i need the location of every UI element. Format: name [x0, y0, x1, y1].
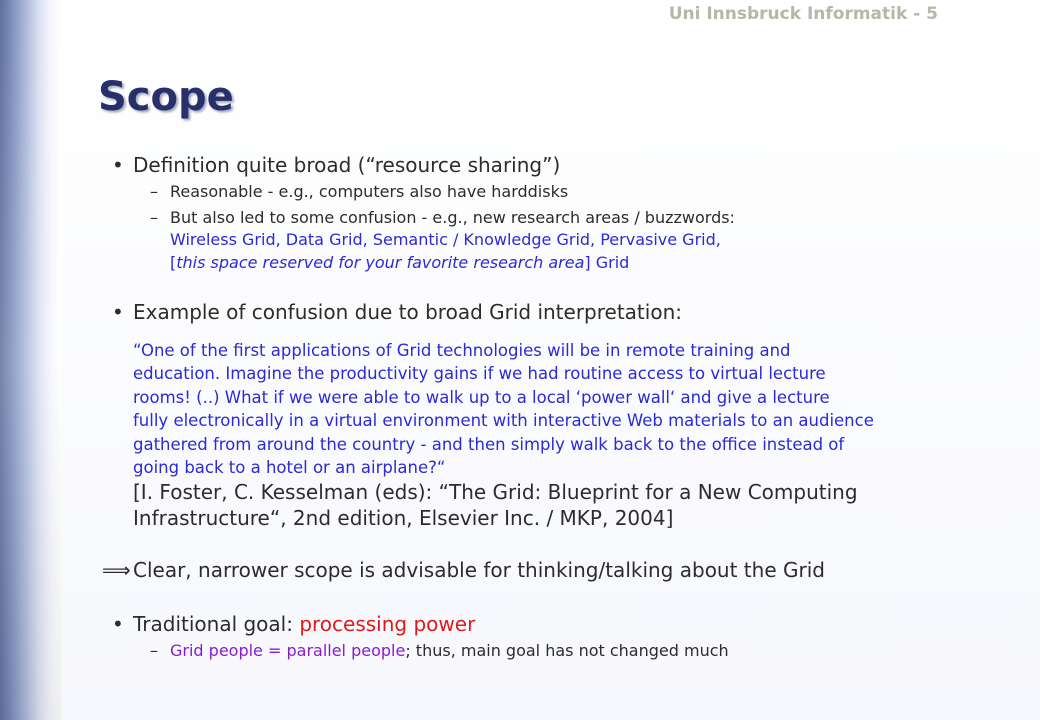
- quote-line: rooms! (..) What if we were able to walk up to a local ‘power wall‘ and give a lecture: [133, 387, 830, 407]
- foster-quote: [133, 339, 1022, 480]
- bullet-marker: •: [112, 299, 124, 324]
- citation-line: Infrastructure“, 2nd edition, Elsevier Inc. / MKP, 2004]: [133, 506, 674, 531]
- citation: [133, 479, 1022, 531]
- dash-marker: –: [150, 641, 158, 661]
- quote-line: fully electronically in a virtual environment with interactive Web materials to an audience: [133, 411, 874, 431]
- bullet-definition: [112, 152, 1022, 178]
- conclusion-line: [102, 557, 1022, 583]
- conclusion-text: Clear, narrower scope is advisable for thinking/talking about the Grid: [133, 558, 825, 583]
- processing-power-highlight: processing power: [299, 612, 476, 637]
- bullet-marker: •: [112, 153, 124, 177]
- bracket-close-grid: ] Grid: [584, 253, 630, 273]
- dash-marker: –: [150, 182, 158, 201]
- reserved-space-text: this space reserved for your favorite research area: [176, 253, 585, 273]
- dash-marker: –: [150, 207, 158, 227]
- bullet-example: [112, 299, 1022, 532]
- citation-line: [I. Foster, C. Kesselman (eds): “The Grid: Blueprint for a New Computing: [133, 480, 858, 505]
- implies-arrow-icon: ⟹: [102, 558, 131, 583]
- sub-bullet-text: ; thus, main goal has not changed much: [405, 641, 729, 661]
- sub-bullet-text: Reasonable - e.g., computers also have harddisks: [170, 182, 569, 201]
- quote-line: going back to a hotel or an airplane?“: [133, 457, 446, 477]
- bullet-text: Traditional goal:: [133, 612, 300, 637]
- decorative-side-bar: [0, 0, 62, 720]
- bullet-marker: •: [112, 612, 124, 637]
- bracket-open: [: [170, 253, 177, 273]
- slide-title: Scope: [98, 74, 234, 120]
- buzzword-list: Wireless Grid, Data Grid, Semantic / Knowledge Grid, Pervasive Grid,: [170, 230, 721, 250]
- quote-line: “One of the first applications of Grid technologies will be in remote training and: [133, 340, 791, 360]
- sub-bullet-confusion: [112, 207, 1022, 275]
- bullet-traditional-goal: [112, 611, 1022, 637]
- quote-line: education. Imagine the productivity gains if we had routine access to virtual lecture: [133, 364, 826, 384]
- sub-bullet-reasonable: [112, 181, 1022, 204]
- buzzword-list-end: [170, 252, 1022, 275]
- quote-line: gathered from around the country - and then simply walk back to the office instead of: [133, 434, 845, 454]
- bullet-text: Definition quite broad (“resource sharing”): [133, 153, 561, 177]
- bullet-text: Example of confusion due to broad Grid interpretation:: [133, 299, 682, 324]
- grid-people-highlight: Grid people = parallel people: [170, 641, 406, 661]
- sub-bullet-grid-people: [112, 640, 1022, 663]
- slide-content: [102, 152, 1022, 663]
- sub-bullet-text: But also led to some confusion - e.g., new research areas / buzzwords:: [170, 207, 735, 227]
- slide-number: Uni Innsbruck Informatik - 5: [668, 4, 938, 24]
